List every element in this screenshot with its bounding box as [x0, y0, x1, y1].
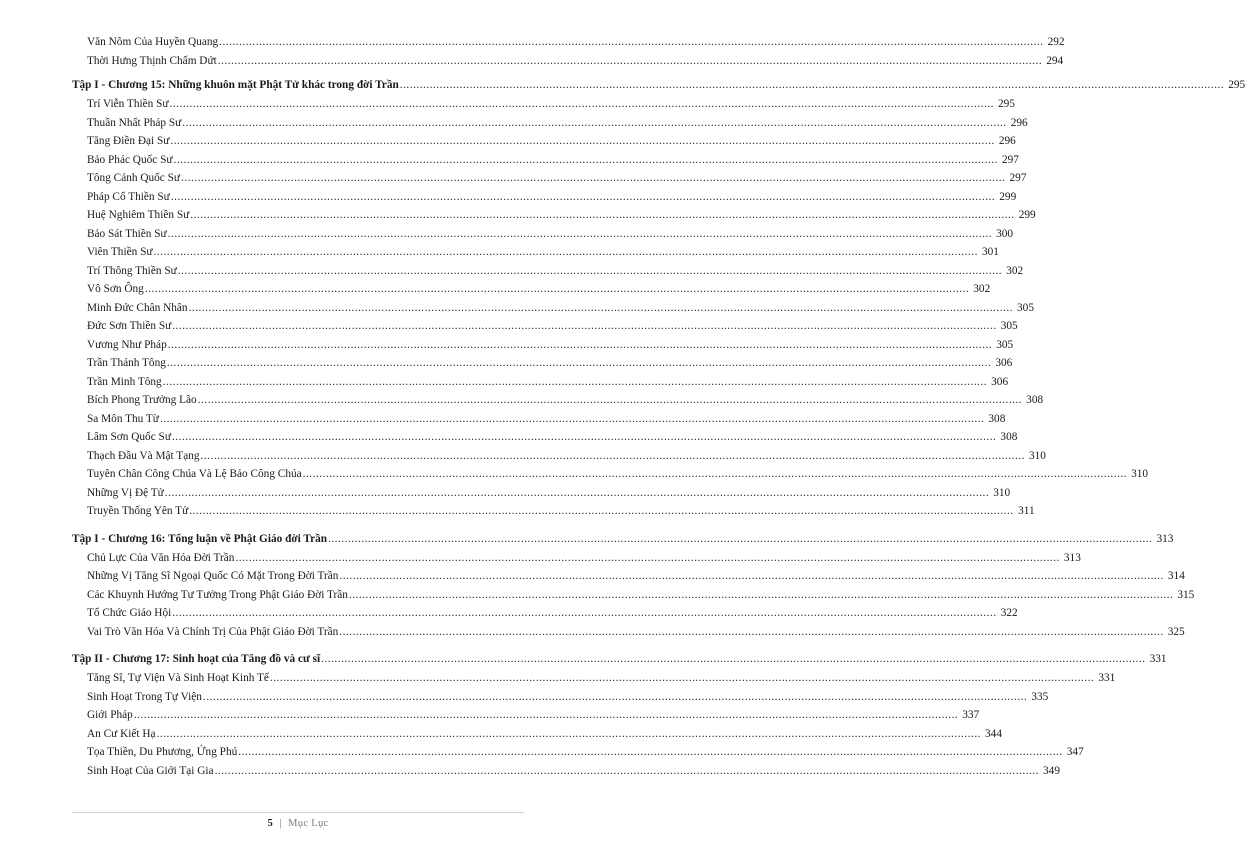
toc-entry-title: Lâm Sơn Quốc Sư [87, 431, 171, 443]
toc-entry[interactable] [72, 394, 1044, 413]
toc-page-number: 300 [996, 227, 1014, 240]
toc-entry[interactable] [72, 625, 1185, 645]
footer-divider [72, 812, 524, 813]
dot-leader [172, 431, 996, 443]
toc-page-number: 299 [1018, 209, 1036, 221]
toc-entry-title: An Cư Kiết Hạ [87, 727, 156, 740]
toc-page-number: 296 [998, 135, 1016, 147]
dot-leader [181, 172, 1005, 184]
dot-leader [165, 487, 989, 499]
toc-entry-title: Giới Pháp [87, 709, 133, 721]
dot-leader [349, 589, 1173, 601]
dot-leader [198, 394, 1022, 406]
dot-leader [235, 552, 1059, 564]
toc-entry-title: Vương Như Pháp [87, 338, 167, 351]
toc-page-number: 306 [991, 375, 1009, 388]
toc-page-number: 305 [996, 338, 1014, 351]
toc-page-number: 315 [1177, 588, 1195, 601]
footer-page-number: 5 [267, 818, 273, 829]
toc-entry-title: Vai Trò Văn Hóa Và Chính Trị Của Phật Giáo Đời Trần [87, 625, 339, 638]
toc-page-number: 301 [981, 246, 999, 258]
toc-entry-title: Trần Minh Tông [87, 375, 162, 388]
toc-entry[interactable] [72, 227, 1014, 247]
table-of-contents [72, 36, 1245, 783]
toc-entry-title: Thuần Nhất Pháp Sư [87, 116, 182, 129]
toc-entry[interactable] [72, 36, 1065, 55]
toc-entry-title: Những Vị Tăng Sĩ Ngoại Quốc Có Mặt Trong Đời Trần [87, 570, 339, 582]
dot-leader [215, 765, 1039, 777]
toc-entry[interactable] [72, 264, 1024, 284]
dot-leader [172, 607, 996, 619]
dot-leader [189, 505, 1013, 517]
toc-entry[interactable] [72, 588, 1195, 608]
dot-leader [157, 728, 981, 740]
toc-chapter-entry[interactable] [72, 532, 1174, 552]
toc-chapter-entry[interactable] [72, 653, 1167, 672]
toc-entry[interactable] [72, 607, 1018, 626]
toc-entry-title: Trần Thánh Tông [87, 357, 166, 369]
toc-page-number: 349 [1043, 764, 1060, 777]
toc-page-number: 302 [1006, 264, 1024, 277]
toc-entry-title: Đức Sơn Thiền Sư [87, 320, 172, 332]
toc-entry-title: Truyền Thống Yên Tử [87, 505, 189, 517]
toc-page-number: 297 [1009, 172, 1027, 184]
toc-entry-title: Tông Cảnh Quốc Sư [87, 172, 181, 184]
toc-entry[interactable] [72, 468, 1149, 487]
toc-entry-title: Sinh Hoạt Trong Tự Viện [87, 690, 202, 703]
toc-page-number: 294 [1046, 54, 1064, 67]
toc-page-number: 292 [1047, 36, 1065, 48]
toc-entry-title: Bích Phong Trưởng Lão [87, 394, 197, 406]
toc-entry[interactable] [72, 116, 1028, 136]
toc-chapter-title: Tập I - Chương 16: Tổng luận về Phật Giáo đời Trần [72, 532, 328, 545]
toc-entry-title: Những Vị Đệ Tử [87, 486, 164, 499]
toc-page-number: 302 [973, 283, 991, 295]
dot-leader [153, 246, 977, 258]
dot-leader [270, 672, 1094, 684]
toc-entry-title: Văn Nôm Của Huyền Quang [87, 36, 219, 48]
toc-entry-title: Viên Thiền Sư [87, 246, 153, 258]
toc-page-number: 308 [988, 412, 1006, 425]
toc-page-number: 347 [1066, 746, 1084, 758]
toc-page-number: 337 [962, 709, 980, 721]
toc-entry[interactable] [72, 746, 1084, 765]
toc-entry[interactable] [72, 172, 1027, 191]
toc-entry-title: Bảo Phác Quốc Sư [87, 153, 173, 166]
toc-entry[interactable] [72, 431, 1018, 450]
toc-page-number: 295 [997, 98, 1015, 110]
toc-entry[interactable] [72, 246, 999, 265]
toc-page-number: 308 [1026, 394, 1044, 406]
footer-separator: | [279, 818, 282, 829]
toc-page-number: 310 [1028, 449, 1046, 462]
toc-entry-title: Sinh Hoạt Của Giới Tại Gia [87, 764, 214, 777]
toc-entry[interactable] [72, 412, 1006, 432]
dot-leader [134, 709, 958, 721]
dot-leader [238, 746, 1062, 758]
toc-chapter-title: Tập I - Chương 15: Những khuôn mặt Phật Tử khác trong đời Trần [72, 79, 399, 91]
toc-page-number: 313 [1063, 551, 1081, 564]
dot-leader [170, 98, 994, 110]
dot-leader [203, 691, 1027, 703]
toc-entry[interactable] [72, 357, 1013, 376]
dot-leader [174, 154, 998, 166]
toc-entry-title: Bảo Sát Thiền Sư [87, 227, 167, 240]
toc-entry-title: Các Khuynh Hướng Tư Tưởng Trong Phật Giáo Đời Trần [87, 588, 348, 601]
toc-entry[interactable] [72, 449, 1046, 469]
dot-leader [170, 135, 994, 147]
toc-page-number: 313 [1156, 532, 1174, 545]
toc-page-number: 297 [1001, 153, 1019, 166]
dot-leader [145, 283, 969, 295]
dot-leader [190, 209, 1014, 221]
dot-leader [171, 191, 995, 203]
toc-entry-title: Tổ Chức Giáo Hội [87, 607, 172, 619]
dot-leader [339, 626, 1163, 638]
toc-entry-title: Trí Viễn Thiền Sư [87, 98, 169, 110]
toc-entry[interactable] [72, 301, 1034, 321]
toc-page-number: 310 [993, 486, 1011, 499]
toc-entry[interactable] [72, 764, 1060, 784]
toc-entry-title: Tuyên Chân Công Chúa Và Lệ Bảo Công Chúa [87, 468, 302, 480]
toc-page-number: 322 [1000, 607, 1018, 619]
toc-entry[interactable] [72, 690, 1049, 710]
toc-entry[interactable] [72, 320, 1018, 339]
toc-entry-title: Chủ Lực Của Văn Hóa Đời Trần [87, 551, 235, 564]
toc-entry[interactable] [72, 190, 1017, 210]
dot-leader [303, 468, 1127, 480]
toc-entry[interactable] [72, 505, 1035, 524]
dot-leader [172, 320, 996, 332]
page-footer [0, 818, 596, 829]
toc-entry[interactable] [72, 727, 1002, 747]
toc-entry[interactable] [72, 486, 1011, 506]
toc-entry-title: Tọa Thiền, Du Phương, Ứng Phú [87, 746, 238, 758]
toc-page-number: 344 [985, 727, 1002, 740]
dot-leader [219, 36, 1043, 48]
toc-entry-title: Sa Môn Thu Từ [87, 412, 159, 425]
toc-entry-title: Tăng Điền Đại Sư [87, 135, 170, 147]
toc-page-number: 335 [1031, 690, 1049, 703]
dot-leader [201, 450, 1025, 462]
toc-entry-title: Pháp Cổ Thiền Sư [87, 190, 170, 203]
toc-page-number: 305 [1017, 301, 1034, 314]
dot-leader [339, 570, 1163, 582]
toc-page-number: 331 [1149, 653, 1167, 665]
toc-page-number: 299 [999, 190, 1017, 203]
toc-entry-title: Tăng Sĩ, Tự Viện Và Sinh Hoạt Kinh Tế [87, 672, 269, 684]
toc-page-number: 306 [995, 357, 1013, 369]
toc-entry-title: Minh Đức Chân Nhân [87, 301, 188, 314]
toc-entry[interactable] [72, 153, 1019, 173]
toc-entry[interactable] [72, 672, 1116, 691]
toc-entry[interactable] [72, 209, 1036, 228]
toc-page-number: 325 [1167, 625, 1185, 638]
toc-entry[interactable] [72, 709, 980, 728]
dot-leader [178, 265, 1002, 277]
dot-leader [168, 339, 992, 351]
toc-entry[interactable] [72, 570, 1185, 589]
dot-leader [321, 653, 1145, 665]
dot-leader [182, 117, 1006, 129]
dot-leader [163, 376, 987, 388]
footer-section-label: Mục Lục [288, 818, 329, 829]
toc-page-number: 310 [1131, 468, 1149, 480]
toc-entry[interactable] [72, 551, 1081, 571]
toc-entry-title: Thạch Đầu Và Mật Tạng [87, 449, 200, 462]
dot-leader [328, 533, 1152, 545]
toc-entry[interactable] [72, 283, 991, 302]
toc-entry-title: Thời Hưng Thịnh Chấm Dứt [87, 54, 217, 67]
toc-page-number: 331 [1098, 672, 1116, 684]
toc-page-number: 296 [1010, 116, 1028, 129]
toc-entry[interactable] [72, 338, 1014, 358]
dot-leader [400, 79, 1224, 91]
dot-leader [168, 228, 992, 240]
toc-page-number: 295 [1228, 79, 1245, 91]
dot-leader [189, 302, 1013, 314]
toc-entry[interactable] [72, 54, 1064, 74]
toc-chapter-title: Tập II - Chương 17: Sinh hoạt của Tăng đồ và cư sĩ [72, 653, 321, 665]
toc-page-number: 311 [1018, 505, 1035, 517]
toc-page-number: 305 [1000, 320, 1018, 332]
dot-leader [218, 55, 1042, 67]
toc-chapter-entry[interactable] [72, 79, 1245, 98]
toc-entry-title: Huệ Nghiêm Thiền Sư [87, 209, 190, 221]
dot-leader [160, 413, 984, 425]
toc-entry[interactable] [72, 135, 1016, 154]
toc-entry-title: Vô Sơn Ông [87, 283, 144, 295]
toc-page-number: 308 [1000, 431, 1018, 443]
toc-entry[interactable] [72, 98, 1015, 117]
toc-entry[interactable] [72, 375, 1009, 395]
dot-leader [167, 357, 991, 369]
toc-entry-title: Trí Thông Thiền Sư [87, 264, 177, 277]
toc-page-number: 314 [1167, 570, 1185, 582]
